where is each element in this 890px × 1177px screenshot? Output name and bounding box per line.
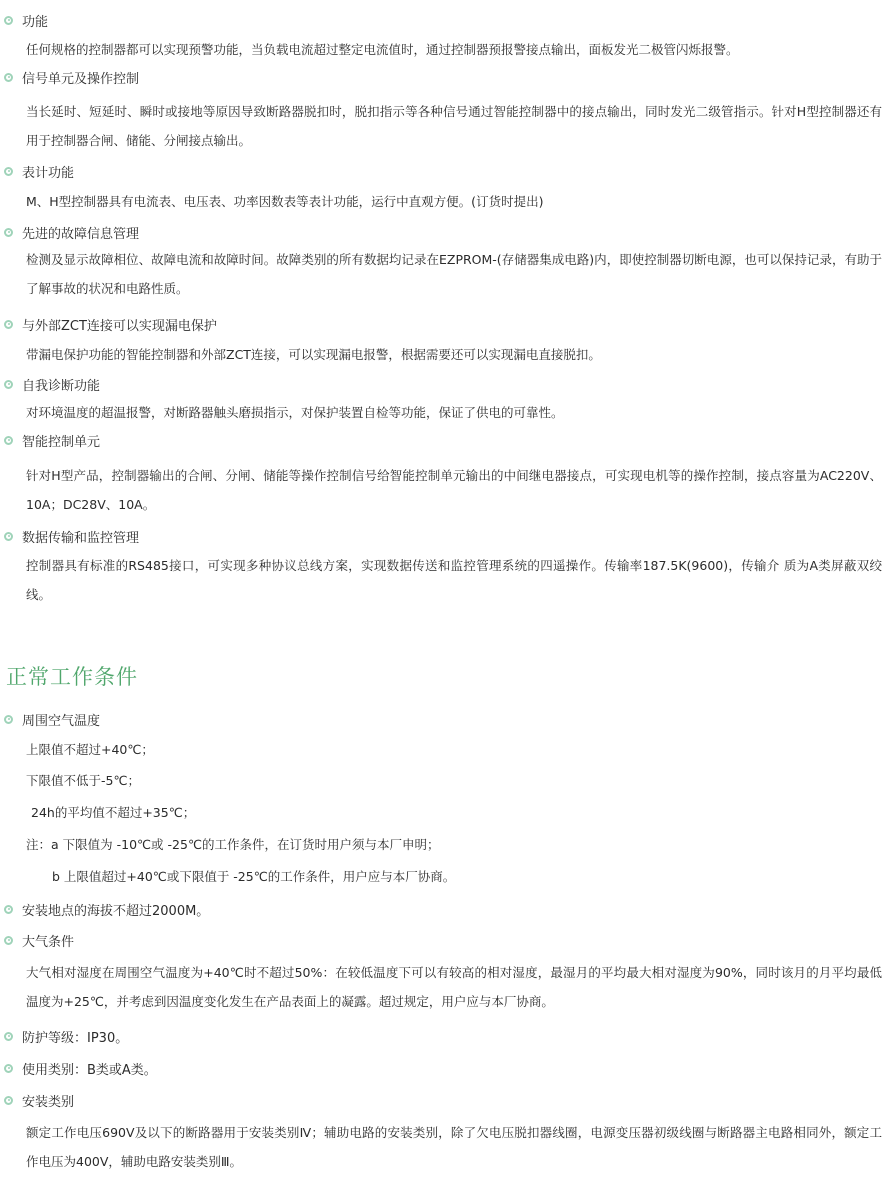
feature-text-meter: M、H型控制器具有电流表、电压表、功率因数表等表计功能，运行中直观方便。(订货时提出) [26,194,544,209]
circle-bullet-icon [4,715,13,724]
feature-heading-text: 功能 [22,14,49,30]
feature-text-zct: 带漏电保护功能的智能控制器和外部ZCT连接，可以实现漏电报警，根据需要还可以实现漏电直接脱扣。 [26,347,601,362]
feature-heading-text: 数据传输和监控管理 [22,530,140,546]
circle-bullet-icon [4,936,13,945]
circle-bullet-icon [4,320,13,329]
feature-text-selfdiag: 对环境温度的超温报警，对断路器触头磨损指示，对保护装置自检等功能，保证了供电的可靠性。 [26,405,564,420]
condition-protection-text: 防护等级：IP30。 [22,1030,129,1046]
ambient-note-a: 注：a 下限值为 -10℃或 -25℃的工作条件，在订货时用户须与本厂申明； [26,837,440,852]
feature-heading-zct [4,313,217,335]
circle-bullet-icon [4,1096,13,1105]
condition-heading-text: 大气条件 [22,934,75,950]
circle-bullet-icon [4,228,13,237]
feature-heading-text: 智能控制单元 [22,434,101,450]
feature-text-signal: 当长延时、短延时、瞬时或接地等原因导致断路器脱扣时，脱扣指示等各种信号通过智能控制器中的接点输出，同时发光二级管指示。针对H型控制器还有用于控制器合闸、储能、分闸接点输出。 [26,104,882,148]
condition-usage-text: 使用类别：B类或A类。 [22,1062,157,1078]
feature-heading-text: 自我诊断功能 [22,378,101,394]
condition-altitude-text: 安装地点的海拔不超过2000M。 [22,903,210,919]
condition-usage [4,1057,157,1079]
ambient-lower-limit: 下限值不低于-5℃； [26,773,141,788]
feature-heading-fault [4,221,139,243]
feature-text-fault: 检测及显示故障相位、故障电流和故障时间。故障类别的所有数据均记录在EZPROM-(存储器集成电路)内，即使控制器切断电源，也可以保持记录，有助于了解事故的状况和电路性质。 [26,252,882,296]
circle-bullet-icon [4,1032,13,1041]
feature-heading-signal [4,66,139,88]
circle-bullet-icon [4,1064,13,1073]
condition-altitude [4,898,209,920]
feature-heading-smart-unit [4,429,100,451]
condition-heading-atmosphere [4,929,74,951]
circle-bullet-icon [4,532,13,541]
ambient-upper-limit: 上限值不超过+40℃； [26,742,154,757]
circle-bullet-icon [4,167,13,176]
feature-heading-selfdiag [4,373,100,395]
circle-bullet-icon [4,436,13,445]
feature-text-alarm: 任何规格的控制器都可以实现预警功能，当负载电流超过整定电流值时，通过控制器预报警接点输出，面板发光二极管闪烁报警。 [26,42,739,57]
feature-heading-meter [4,160,74,182]
circle-bullet-icon [4,905,13,914]
condition-heading-text: 周围空气温度 [22,713,101,729]
feature-heading-data [4,525,139,547]
section-title: 正常工作条件 [6,665,138,689]
feature-heading-text: 与外部ZCT连接可以实现漏电保护 [22,318,217,334]
circle-bullet-icon [4,380,13,389]
circle-bullet-icon [4,16,13,25]
condition-heading-ambient [4,708,100,730]
condition-text-atmosphere: 大气相对湿度在周围空气温度为+40℃时不超过50%：在较低温度下可以有较高的相对湿度，最湿月的平均最大相对湿度为90%，同时该月的月平均最低温度为+25℃，并考虑到因温度变化发生在产品表面上的凝露。超过规定，用户应与本厂协商。 [26,965,882,1009]
condition-protection [4,1025,128,1047]
ambient-note-b: b 上限值超过+40℃或下限值于 -25℃的工作条件，用户应与本厂协商。 [52,869,456,884]
feature-text-data: 控制器具有标准的RS485接口，可实现多种协议总线方案，实现数据传送和监控管理系统的四遥操作。传输率187.5K(9600)，传输介 质为A类屏蔽双绞线。 [26,558,882,602]
feature-heading-alarm [4,9,48,31]
condition-heading-text: 安装类别 [22,1094,75,1110]
feature-heading-text: 表计功能 [22,165,75,181]
circle-bullet-icon [4,73,13,82]
feature-heading-text: 信号单元及操作控制 [22,71,140,87]
condition-heading-install [4,1089,74,1111]
feature-text-smart-unit: 针对H型产品，控制器输出的合闸、分闸、储能等操作控制信号给智能控制单元输出的中间继电器接点，可实现电机等的操作控制，接点容量为AC220V、10A；DC28V、10A。 [26,468,882,512]
condition-text-install: 额定工作电压690V及以下的断路器用于安装类别Ⅳ；辅助电路的安装类别，除了欠电压脱扣器线圈，电源变压器初级线圈与断路器主电路相同外，额定工作电压为400V，辅助电路安装类别Ⅲ。 [26,1125,882,1169]
feature-heading-text: 先进的故障信息管理 [22,226,140,242]
ambient-daily-average: 24h的平均值不超过+35℃； [31,805,196,820]
